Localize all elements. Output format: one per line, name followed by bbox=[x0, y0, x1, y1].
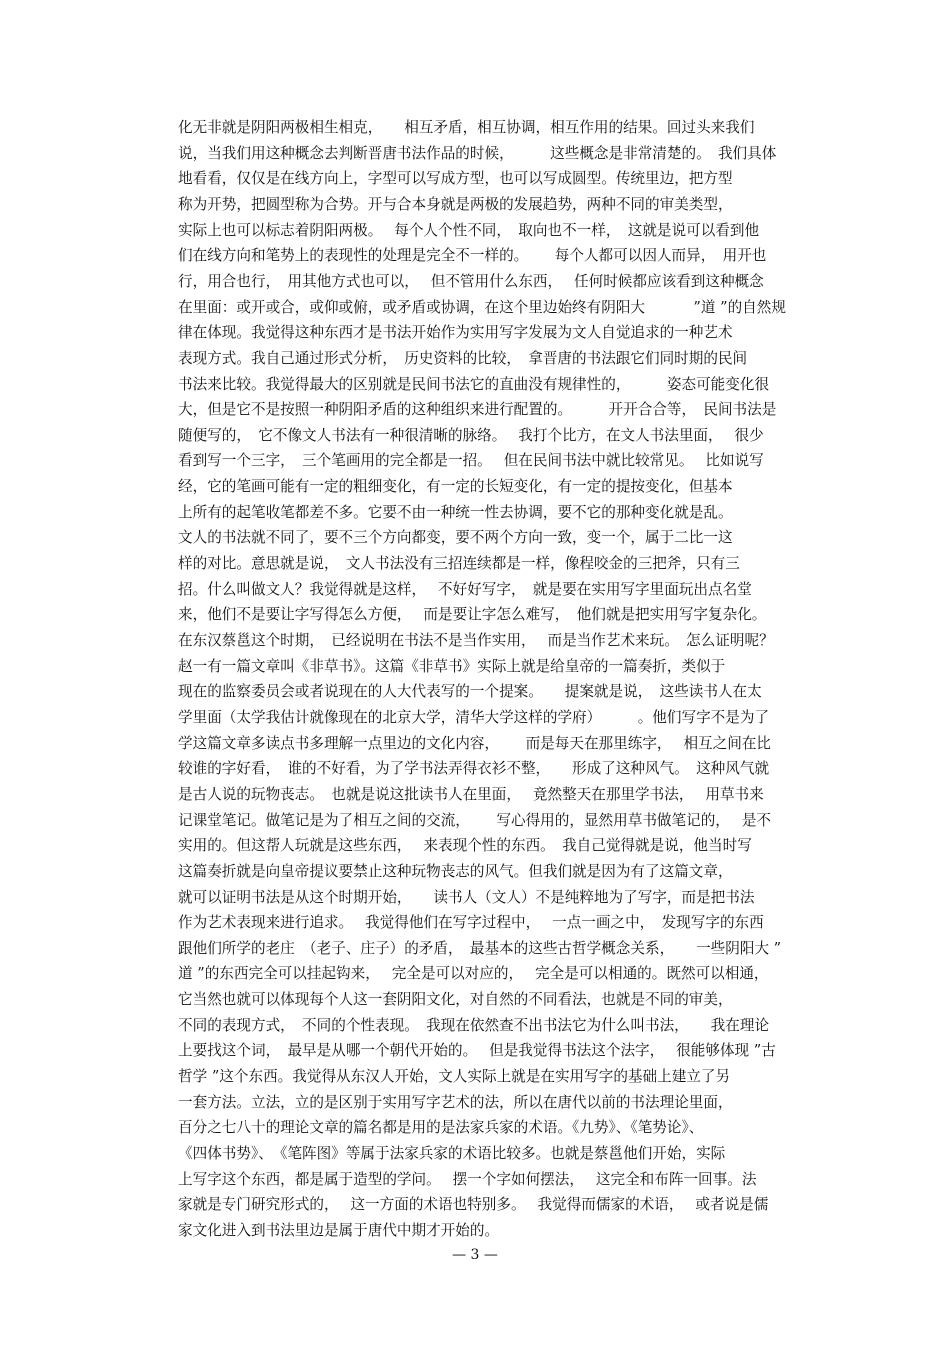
text-line: 说，当我们用这种概念去判断晋唐书法作品的时候， 这些概念是非常清楚的。 我们具体 bbox=[178, 144, 777, 162]
text-line: 们在线方向和笔势上的表现性的处理是完全不一样的。 每个人都可以因人而异， 用开也 bbox=[178, 247, 767, 265]
text-line: 上写字这个东西，都是属于造型的学问。 摆一个字如何摆法， 这完全和布阵一回事。法 bbox=[178, 1170, 757, 1188]
text-line: 记课堂笔记。做笔记是为了相互之间的交流， 写心得用的，显然用草书做笔记的， 是不 bbox=[178, 811, 772, 829]
text-line: 跟他们所学的老庄 （老子、庄子）的矛盾， 最基本的这些古哲学概念关系， 一些阴阳大 ” bbox=[178, 939, 782, 957]
text-line: 道 ”的东西完全可以挂起钩来， 完全是可以对应的， 完全是可以相通的。既然可以相通， bbox=[178, 965, 769, 983]
text-line: 律在体现。我觉得这种东西才是书法开始作为实用写字发展为文人自觉追求的一种艺术 bbox=[178, 324, 733, 342]
text-line: 赵一有一篇文章叫《非草书》。这篇《非草书》实际上就是给皇帝的一篇奏折，类似于 bbox=[178, 657, 726, 675]
text-line: 文人的书法就不同了，要不三个方向都变，要不两个方向一致，变一个，属于二比一这 bbox=[178, 529, 733, 547]
text-line: 百分之七八十的理论文章的篇名都是用的是法家兵家的术语。《九势》、《笔势论》、 bbox=[178, 1119, 704, 1137]
text-line: 就可以证明书法是从这个时期开始， 读书人（文人）不是纯粹地为了写字，而是把书法 bbox=[178, 888, 755, 906]
text-line: 不同的表现方式， 不同的个性表现。 我现在依然查不出书法它为什么叫书法， 我在理论 bbox=[178, 1016, 770, 1034]
text-line: 行，用合也行， 用其他方式也可以， 但不管用什么东西， 任何时候都应该看到这种概念 bbox=[178, 272, 764, 290]
text-line: 在里面：或开或合，或仰或俯，或矛盾或协调，在这个里边始终有阴阳大 ”道 ”的自然规 bbox=[178, 298, 786, 316]
text-line: 书法来比较。我觉得最大的区别就是民间书法它的直曲没有规律性的， 姿态可能变化很 bbox=[178, 375, 770, 393]
text-line: 招。什么叫做文人？我觉得就是这样， 不好好写字， 就是要在实用写字里面玩出点名堂 bbox=[178, 580, 752, 598]
text-line: 在东汉蔡邕这个时期， 已经说明在书法不是当作实用， 而是当作艺术来玩。 怎么证明呢？ bbox=[178, 632, 774, 649]
text-line: 来，他们不是要让字写得怎么方便， 而是要让字怎么难写， 他们就是把实用写字复杂化。 bbox=[178, 606, 767, 624]
text-line: 一套方法。立法，立的是区别于实用写字艺术的法，所以在唐代以前的书法理论里面， bbox=[178, 1093, 733, 1111]
text-line: 上所有的起笔收笔都差不多。它要不由一种统一性去协调，要不它的那种变化就是乱。 bbox=[178, 503, 733, 521]
text-line: 看到写一个三字， 三个笔画用的完全都是一招。 但在民间书法中就比较常见。 比如说写 bbox=[178, 452, 764, 470]
text-line: 表现方式。我自己通过形式分析， 历史资料的比较， 拿晋唐的书法跟它们同时期的民间 bbox=[178, 349, 748, 367]
text-line: 家就是专门研究形式的， 这一方面的术语也特别多。 我觉得而儒家的术语， 或者说是儒 bbox=[178, 1196, 769, 1214]
text-line: 样的对比。意思就是说， 文人书法没有三招连续都是一样，像程咬金的三把斧，只有三 bbox=[178, 555, 740, 573]
text-line: 地看看，仅仅是在线方向上，字型可以写成方型，也可以写成圆型。传统里边，把方型 bbox=[178, 170, 733, 188]
text-line: 称为开势，把圆型称为合势。开与合本身就是两极的发展趋势，两种不同的审美类型， bbox=[178, 195, 733, 213]
text-line: 这篇奏折就是向皇帝提议要禁止这种玩物丧志的风气。但我们就是因为有了这篇文章， bbox=[178, 862, 733, 880]
text-line: 现在的监察委员会或者说现在的人大代表写的一个提案。 提案就是说， 这些读书人在太 bbox=[178, 683, 762, 701]
text-line: 化无非就是阴阳两极相生相克， 相互矛盾，相互协调，相互作用的结果。回过头来我们 bbox=[178, 119, 755, 136]
text-line: 学这篇文章多读点书多理解一点里边的文化内容， 而是每天在那里练字， 相互之间在比 bbox=[178, 734, 772, 752]
text-line: 家文化进入到书法里边是属于唐代中期才开始的。 bbox=[178, 1221, 500, 1239]
text-line: 实际上也可以标志着阴阳两极。 每个人个性不同， 取向也不一样， 这就是说可以看到他 bbox=[178, 221, 760, 239]
page-number: — 3 — bbox=[452, 1247, 498, 1263]
text-line: 学里面（太学我估计就像现在的北京大学，清华大学这样的学府） 。他们写字不是为了 bbox=[178, 708, 770, 726]
text-line: 较谁的字好看， 谁的不好看，为了学书法弄得衣衫不整， 形成了这种风气。 这种风气就 bbox=[178, 760, 770, 778]
text-line: 《四体书势》、 《笔阵图》等属于法家兵家的术语比较多。也就是蔡邕他们开始，实际 bbox=[178, 1145, 726, 1162]
text-line: 随便写的， 它不像文人书法有一种很清晰的脉络。 我打个比方，在文人书法里面， 很少 bbox=[178, 426, 764, 444]
text-line: 作为艺术表现来进行追求。 我觉得他们在写字过程中， 一点一画之中， 发现写字的东西 bbox=[178, 914, 764, 932]
text-line: 哲学 ”这个东西。我觉得从东汉人开始，文人实际上就是在实用写字的基础上建立了另 bbox=[178, 1068, 731, 1086]
text-line: 经，它的笔画可能有一定的粗细变化，有一定的长短变化，有一定的提按变化，但基本 bbox=[178, 478, 733, 496]
text-line: 它当然也就可以体现每个人这一套阴阳文化，对自然的不同看法，也就是不同的审美， bbox=[178, 991, 733, 1009]
text-line: 是古人说的玩物丧志。 也就是说这批读书人在里面， 竟然整天在那里学书法， 用草书来 bbox=[178, 785, 764, 803]
text-line: 上要找这个词， 最早是从哪一个朝代开始的。 但是我觉得书法这个法字， 很能够体现 ”古 bbox=[178, 1042, 776, 1060]
text-line: 大，但是它不是按照一种阴阳矛盾的这种组织来进行配置的。 开开合合等， 民间书法是 bbox=[178, 401, 777, 419]
text-line: 实用的。但这帮人玩就是这些东西， 来表现个性的东西。 我自己觉得就是说，他当时写 bbox=[178, 837, 752, 855]
